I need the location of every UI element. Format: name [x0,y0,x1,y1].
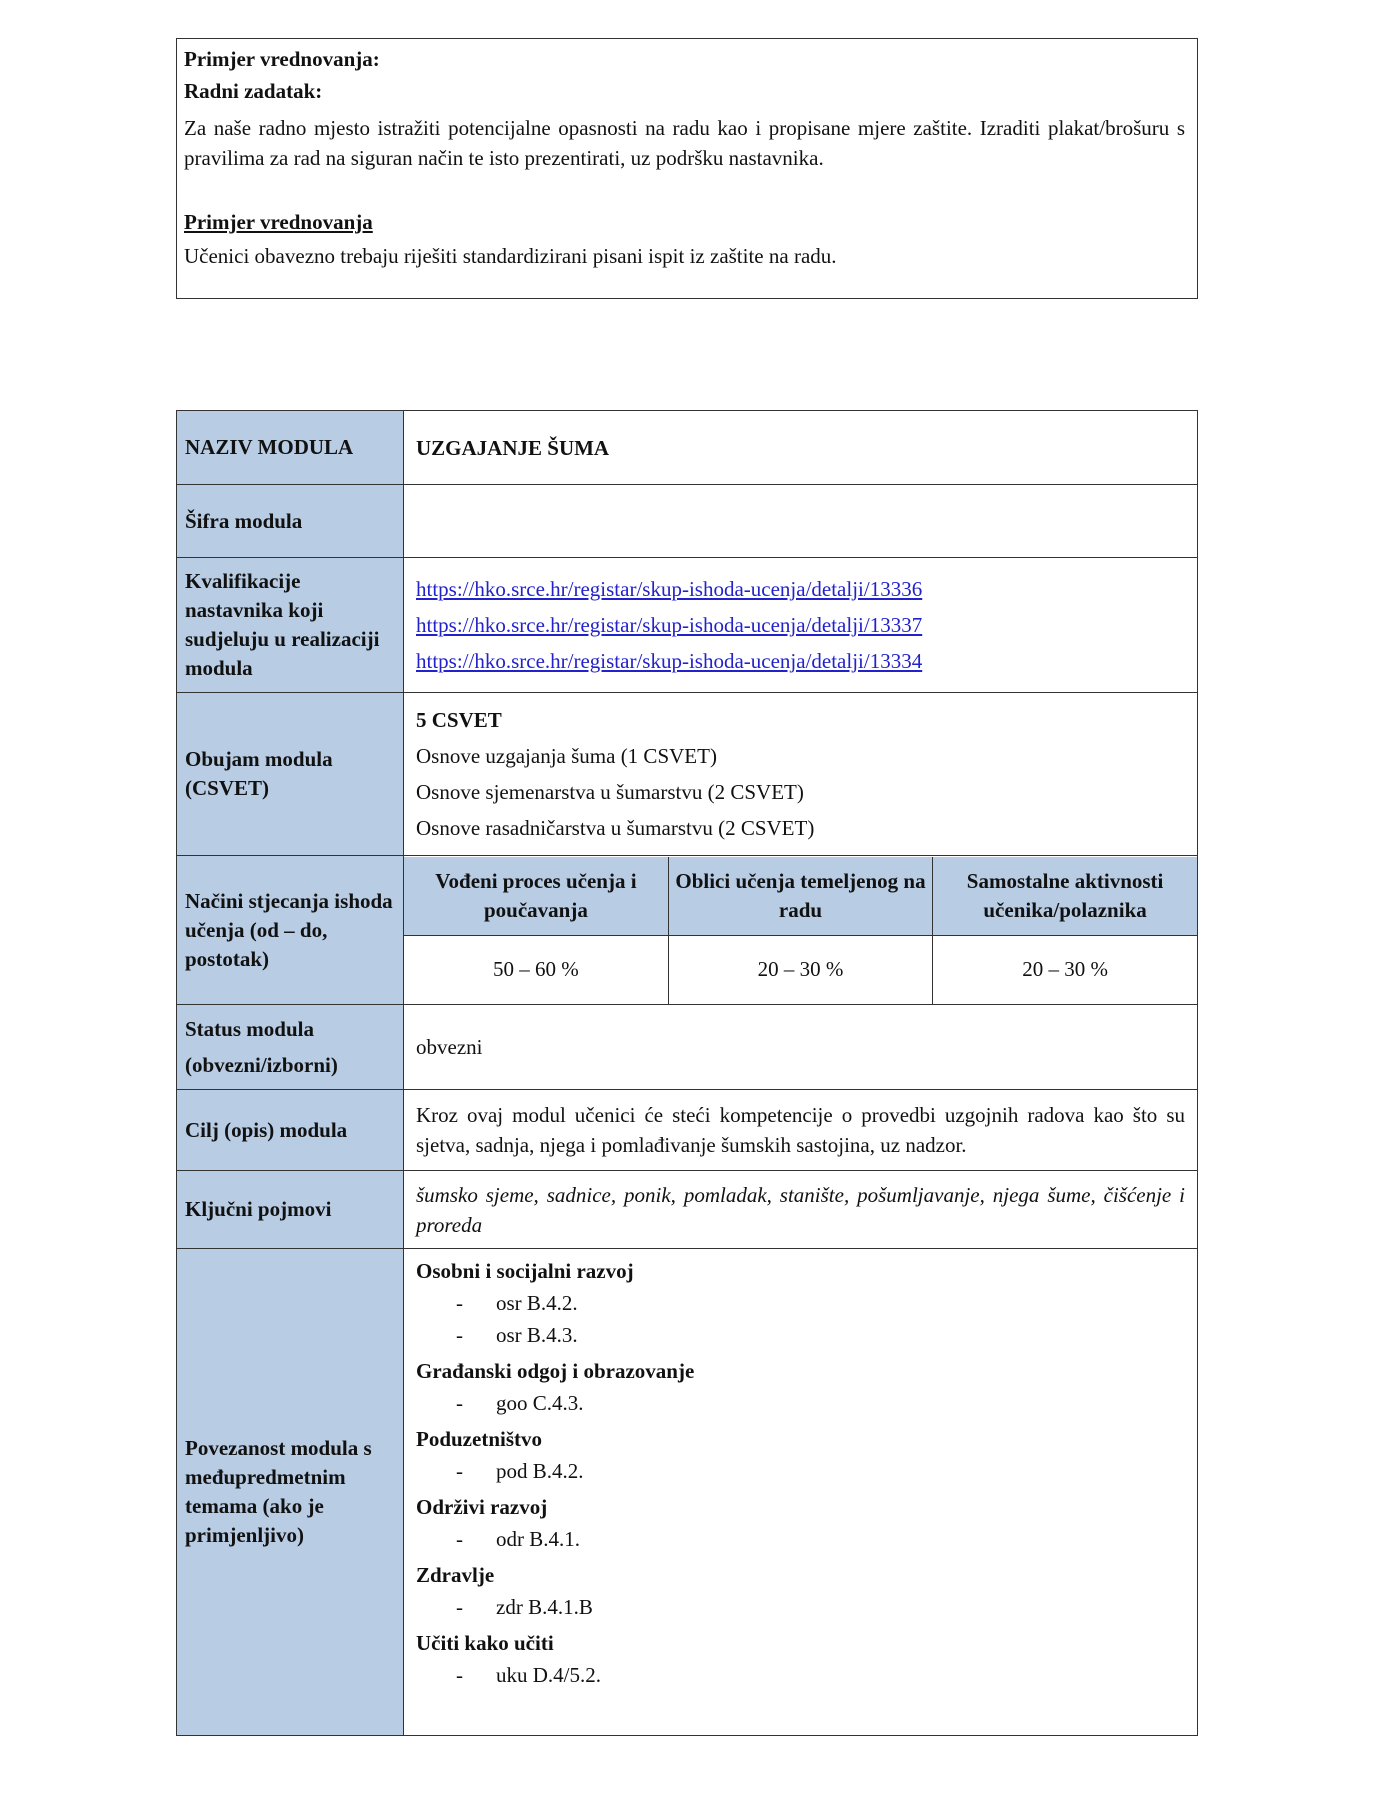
row-volume [177,693,1198,856]
topic-group-title: Održivi razvoj [416,1495,548,1519]
topic-item: - uku D.4/5.2. [456,1663,601,1687]
methods-header-row [404,857,1197,936]
task-text: Za naše radno mjesto istražiti potencijalne opasnosti na radu kao i propisane mjere zaštite. Izraditi plakat/brošuru s pravilima za rad na siguran način te isto prezentirati, uz podršku nastavnika. [184,116,1185,170]
example-heading: Primjer vrednovanja: [184,47,380,71]
topic-item: - osr B.4.2. [456,1291,578,1315]
methods-header-independent: Samostalne aktivnosti učenika/polaznika [933,857,1197,936]
topic-group-title: Osobni i socijalni razvoj [416,1259,634,1283]
keywords-value: šumsko sjeme, sadnice, ponik, pomladak, stanište, pošumljavanje, njega šume, čišćenje i proreda [404,1171,1198,1249]
topic-group-title: Učiti kako učiti [416,1631,554,1655]
module-name-value: UZGAJANJE ŠUMA [404,411,1198,485]
topic-group-title: Građanski odgoj i obrazovanje [416,1359,695,1383]
evaluation-text: Učenici obavezno trebaju riješiti standardizirani pisani ispit iz zaštite na radu. [184,244,837,268]
qualification-link-3[interactable]: https://hko.srce.hr/registar/skup-ishoda-ucenja/detalji/13334 [416,649,923,673]
methods-values-row [404,935,1197,1004]
topic-group-title: Poduzetništvo [416,1427,542,1451]
row-goal [177,1090,1198,1171]
task-heading: Radni zadatak: [184,79,323,103]
row-cross-topics [177,1249,1198,1736]
label-goal: Cilj (opis) modula [177,1090,404,1171]
qualification-link-1[interactable]: https://hko.srce.hr/registar/skup-ishoda-ucenja/detalji/13336 [416,577,923,601]
row-keywords [177,1171,1198,1249]
volume-total: 5 CSVET [416,708,502,732]
row-module-name [177,411,1198,485]
row-methods [177,856,1198,1005]
topic-item: - goo C.4.3. [456,1391,584,1415]
volume-value [404,693,1198,856]
methods-header-guided: Vođeni proces učenja i poučavanja [404,857,668,936]
module-code-value [404,485,1198,558]
row-qualifications [177,558,1198,693]
volume-item: Osnove uzgajanja šuma (1 CSVET) [416,744,717,768]
methods-value-independent: 20 – 30 % [933,935,1197,1004]
topic-item: - osr B.4.3. [456,1323,578,1347]
example-box [176,38,1198,299]
row-status [177,1005,1198,1090]
label-status: Status modula (obvezni/izborni) [177,1005,404,1090]
label-module-code: Šifra modula [177,485,404,558]
evaluation-heading: Primjer vrednovanja [184,210,373,234]
label-methods: Načini stjecanja ishoda učenja (od – do, postotak) [177,856,404,1005]
cross-topics-value [404,1249,1198,1736]
topic-item: - odr B.4.1. [456,1527,580,1551]
methods-value-guided: 50 – 60 % [493,957,579,981]
qualification-link-2[interactable]: https://hko.srce.hr/registar/skup-ishoda-ucenja/detalji/13337 [416,613,923,637]
label-module-name: NAZIV MODULA [177,411,404,485]
topic-item: - pod B.4.2. [456,1459,584,1483]
topic-group-title: Zdravlje [416,1563,495,1587]
row-module-code [177,485,1198,558]
module-table [176,410,1198,1736]
qualifications-value [404,558,1198,693]
goal-value: Kroz ovaj modul učenici će steći kompetencije o provedbi uzgojnih radova kao što su sjetva, sadnja, njega i pomlađivanje šumskih sastojina, uz nadzor. [404,1090,1198,1171]
label-cross-topics: Povezanost modula s međupredmetnim temama (ako je primjenljivo) [177,1249,404,1736]
label-qualifications: Kvalifikacije nastavnika koji sudjeluju u realizaciji modula [177,558,404,693]
label-volume: Obujam modula (CSVET) [177,693,404,856]
methods-subtable [404,857,1197,1004]
methods-header-work-based: Oblici učenja temeljenog na radu [668,857,932,936]
volume-item: Osnove rasadničarstva u šumarstvu (2 CSVET) [416,816,815,840]
volume-item: Osnove sjemenarstva u šumarstvu (2 CSVET) [416,780,804,804]
label-keywords: Ključni pojmovi [177,1171,404,1249]
status-value: obvezni [404,1005,1198,1090]
methods-value [404,856,1198,1005]
methods-value-work-based: 20 – 30 % [668,935,932,1004]
topic-item: - zdr B.4.1.B [456,1595,593,1619]
